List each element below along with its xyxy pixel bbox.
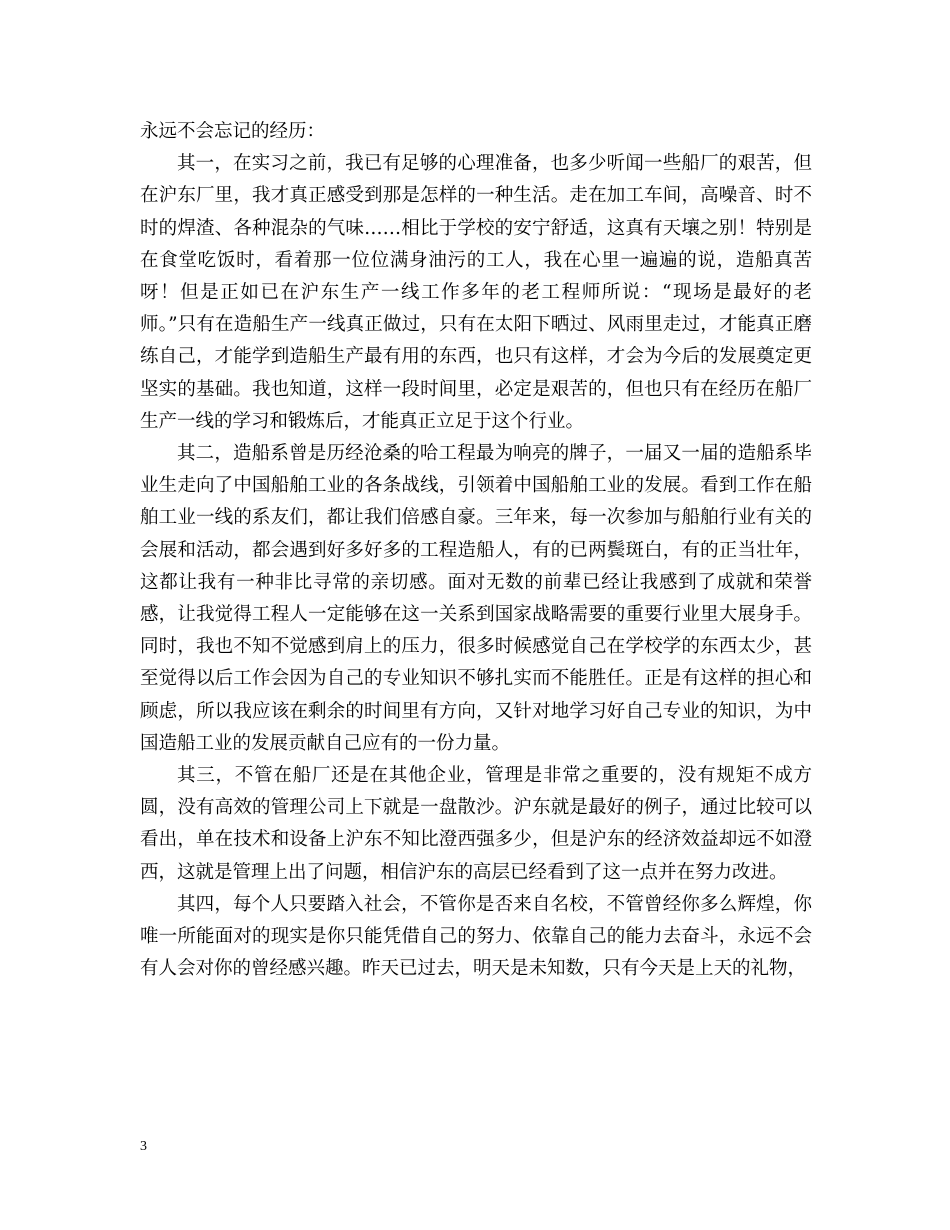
paragraph-second: 其二，造船系曾是历经沧桑的哈工程最为响亮的牌子，一届又一届的造船系毕业生走向了中国船舶工业的各条战线，引领着中国船舶工业的发展。看到工作在船舶工业一线的系友们，都让我们倍感自豪。三年来，每一次参加与船舶行业有关的会展和活动，都会遇到好多好多的工程造船人，有的已两鬓斑白，有的正当壮年，这都让我有一种非比寻常的亲切感。面对无数的前辈已经让我感到了成就和荣誉感，让我觉得工程人一定能够在这一关系到国家战略需要的重要行业里大展身手。同时，我也不知不觉感到肩上的压力，很多时候感觉自己在学校学的东西太少，甚至觉得以后工作会因为自己的专业知识不够扎实而不能胜任。正是有这样的担心和顾虑，所以我应该在剩余的时间里有方向，又针对地学习好自己专业的知识，为中国造船工业的发展贡献自己应有的一份力量。 [140,443,812,754]
paragraph-third: 其三，不管在船厂还是在其他企业，管理是非常之重要的，没有规矩不成方圆，没有高效的管理公司上下就是一盘散沙。沪东就是最好的例子，通过比较可以看出，单在技术和设备上沪东不知比澄西强多少，但是沪东的经济效益却远不如澄西，这就是管理上出了问题，相信沪东的高层已经看到了这一点并在努力改进。 [140,765,812,883]
paragraph-intro: 永远不会忘记的经历： [140,121,326,142]
paragraph-fourth: 其四，每个人只要踏入社会，不管你是否来自名校，不管曾经你多么辉煌，你唯一所能面对的现实是你只能凭借自己的努力、依靠自己的能力去奋斗，永远不会有人会对你的曾经感兴趣。昨天已过去，明天是未知数，只有今天是上天的礼物， [140,893,812,980]
paragraph-first: 其一，在实习之前，我已有足够的心理准备，也多少听闻一些船厂的艰苦，但在沪东厂里，我才真正感受到那是怎样的一种生活。走在加工车间，高噪音、时不时的焊渣、各种混杂的气味……相比于学校的安宁舒适，这真有天壤之别！特别是在食堂吃饭时，看着那一位位满身油污的工人，我在心里一遍遍的说，造船真苦呀！但是正如已在沪东生产一线工作多年的老工程师所说：“现场是最好的老师。”只有在造船生产一线真正做过，只有在太阳下晒过、风雨里走过，才能真正磨练自己，才能学到造船生产最有用的东西，也只有这样，才会为今后的发展奠定更坚实的基础。我也知道，这样一段时间里，必定是艰苦的，但也只有在经历在船厂生产一线的学习和锻炼后，才能真正立足于这个行业。 [140,153,812,432]
body-text [140,116,812,985]
page-number: 3 [140,1139,147,1154]
